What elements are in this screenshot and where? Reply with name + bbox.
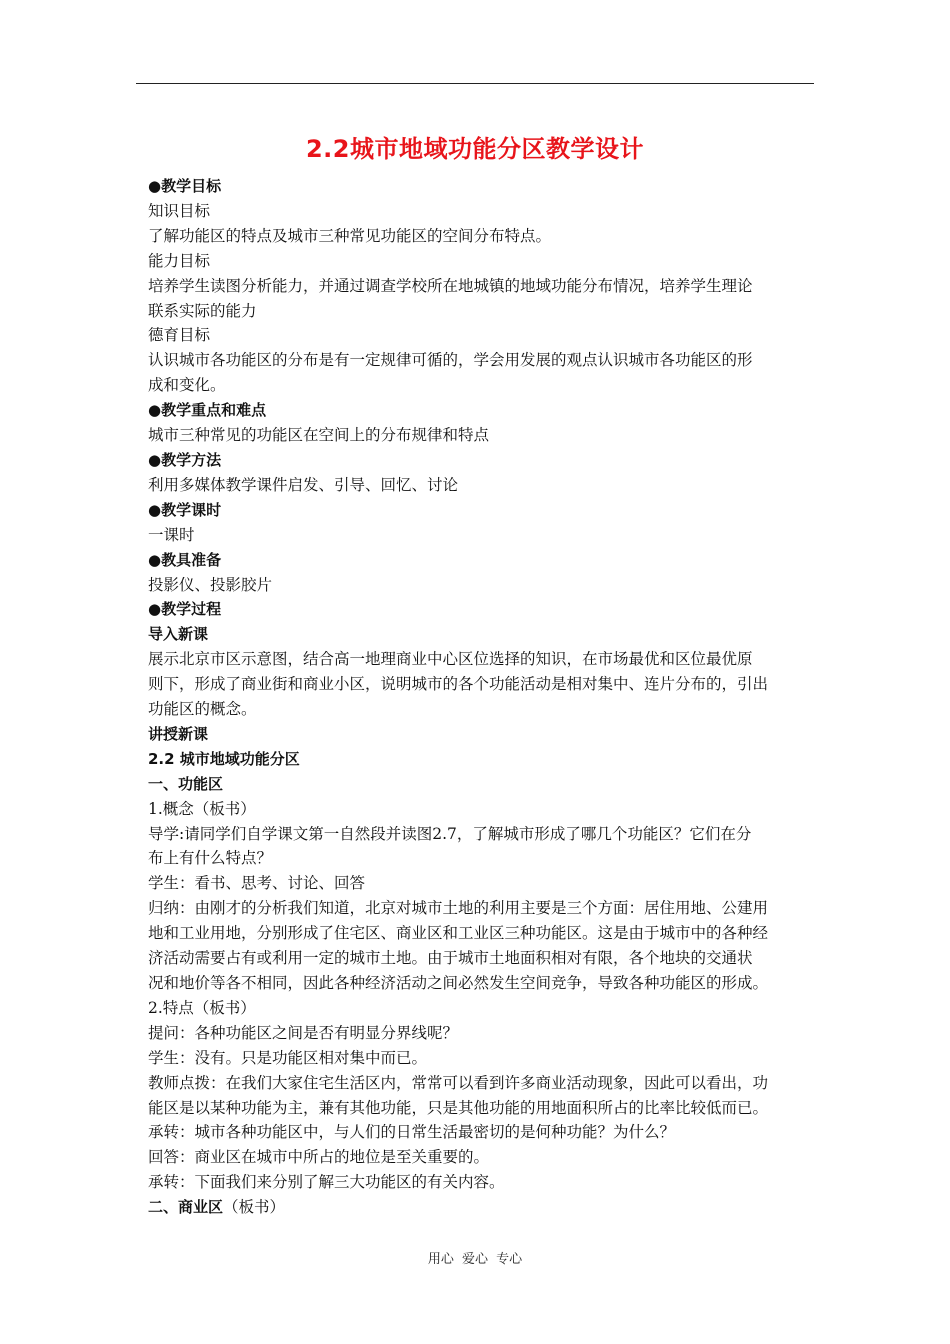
text-line	[148, 1071, 804, 1096]
section-heading	[148, 622, 804, 647]
text-line	[148, 199, 804, 224]
text-line	[148, 1096, 804, 1121]
line-text: 一课时	[148, 525, 195, 544]
section-heading	[148, 498, 804, 523]
text-line	[148, 274, 804, 299]
line-text: 2.特点（板书）	[148, 998, 256, 1017]
text-line	[148, 971, 804, 996]
text-line	[148, 348, 804, 373]
line-text: 导学:请同学们自学课文第一自然段并读图2.7，了解城市形成了哪几个功能区？它们在分	[148, 824, 752, 843]
line-text: 况和地价等各不相同，因此各种经济活动之间必然发生空间竞争，导致各种功能区的形成。	[148, 974, 769, 992]
document-title: 2.2城市地域功能分区教学设计	[305, 135, 644, 163]
line-text: 功能区的概念。	[148, 700, 257, 719]
line-text: 二、商业区	[148, 1198, 224, 1217]
section-heading	[148, 174, 804, 199]
text-line	[148, 1021, 804, 1046]
text-line	[148, 249, 804, 274]
line-text: 承转：下面我们来分别了解三大功能区的有关内容。	[148, 1173, 505, 1192]
line-text: 一、功能区	[148, 774, 224, 793]
line-text: 投影仪、投影胶片	[148, 575, 273, 594]
text-line	[148, 871, 804, 896]
line-text: 学生：没有。只是功能区相对集中而已。	[148, 1048, 428, 1067]
text-line	[148, 822, 804, 847]
line-text: ●教学方法	[148, 450, 222, 469]
line-text: 回答：商业区在城市中所占的地位是至关重要的。	[148, 1148, 490, 1167]
text-line	[148, 299, 804, 324]
line-text: 布上有什么特点？	[148, 849, 273, 868]
line-text: 归纳：由刚才的分析我们知道，北京对城市土地的利用主要是三个方面：居住用地、公建用	[148, 899, 769, 918]
line-text: ●教学过程	[148, 600, 222, 619]
text-line	[148, 373, 804, 398]
section-heading	[148, 597, 804, 622]
section-heading	[148, 722, 804, 747]
line-text: 教师点拨：在我们大家住宅生活区内，常常可以看到许多商业活动现象，因此可以看出，功	[148, 1073, 769, 1092]
line-text: 讲授新课	[148, 724, 209, 743]
line-text: 了解功能区的特点及城市三种常见功能区的空间分布特点。	[148, 226, 552, 245]
line-text: 能力目标	[148, 251, 211, 270]
line-text: 城市三种常见的功能区在空间上的分布规律和特点	[148, 426, 490, 445]
section-heading	[148, 772, 804, 797]
line-text: 德育目标	[148, 326, 211, 345]
page-footer: 用心 爱心 专心	[427, 1252, 523, 1267]
line-text: 学生：看书、思考、讨论、回答	[148, 874, 366, 893]
line-text: 联系实际的能力	[148, 301, 257, 320]
text-line	[148, 1120, 804, 1145]
text-line	[148, 423, 804, 448]
line-text: 能区是以某种功能为主，兼有其他功能，只是其他功能的用地面积所占的比率比较低而已。	[148, 1098, 769, 1117]
text-line	[148, 797, 804, 822]
section-heading	[148, 1195, 804, 1220]
text-line	[148, 946, 804, 971]
section-heading	[148, 448, 804, 473]
text-line	[148, 697, 804, 722]
line-text: 2.2 城市地域功能分区	[148, 749, 300, 768]
line-text: 济活动需要占有或利用一定的城市土地。由于城市土地面积相对有限，各个地块的交通状	[148, 949, 753, 968]
text-line	[148, 1170, 804, 1195]
line-text: 则下，形成了商业街和商业小区，说明城市的各个功能活动是相对集中、连片分布的，引出	[148, 675, 769, 694]
text-line	[148, 896, 804, 921]
document-body	[148, 174, 804, 1220]
line-text: 培养学生读图分析能力，并通过调查学校所在地城镇的地域功能分布情况，培养学生理论	[148, 276, 753, 295]
text-line	[148, 523, 804, 548]
text-line	[148, 323, 804, 348]
line-text: 提问：各种功能区之间是否有明显分界线呢？	[148, 1023, 459, 1042]
text-line	[148, 1046, 804, 1071]
line-text: 认识城市各功能区的分布是有一定规律可循的，学会用发展的观点认识城市各功能区的形	[148, 351, 753, 370]
line-text: 利用多媒体教学课件启发、引导、回忆、讨论	[148, 475, 459, 494]
line-text: 地和工业用地，分别形成了住宅区、商业区和工业区三种功能区。这是由于城市中的各种经	[148, 924, 769, 943]
text-line	[148, 224, 804, 249]
text-line	[148, 996, 804, 1021]
line-text: 1.概念（板书）	[148, 799, 256, 818]
line-text: ●教学课时	[148, 500, 222, 519]
line-suffix: （板书）	[223, 1198, 286, 1217]
section-heading	[148, 548, 804, 573]
line-text: 承转：城市各种功能区中，与人们的日常生活最密切的是何种功能？为什么？	[148, 1123, 676, 1142]
text-line	[148, 1145, 804, 1170]
line-text: ●教具准备	[148, 550, 222, 569]
text-line	[148, 573, 804, 598]
line-text: 知识目标	[148, 201, 211, 220]
line-text: 展示北京市区示意图，结合高一地理商业中心区位选择的知识，在市场最优和区位最优原	[148, 650, 753, 669]
header-rule	[136, 83, 814, 84]
line-text: 成和变化。	[148, 376, 226, 395]
section-heading	[148, 398, 804, 423]
text-line	[148, 647, 804, 672]
line-text: ●教学目标	[148, 177, 222, 195]
text-line	[148, 672, 804, 697]
section-heading	[148, 747, 804, 772]
line-text: ●教学重点和难点	[148, 401, 267, 420]
text-line	[148, 473, 804, 498]
text-line	[148, 846, 804, 871]
text-line	[148, 921, 804, 946]
line-text: 导入新课	[148, 625, 209, 644]
